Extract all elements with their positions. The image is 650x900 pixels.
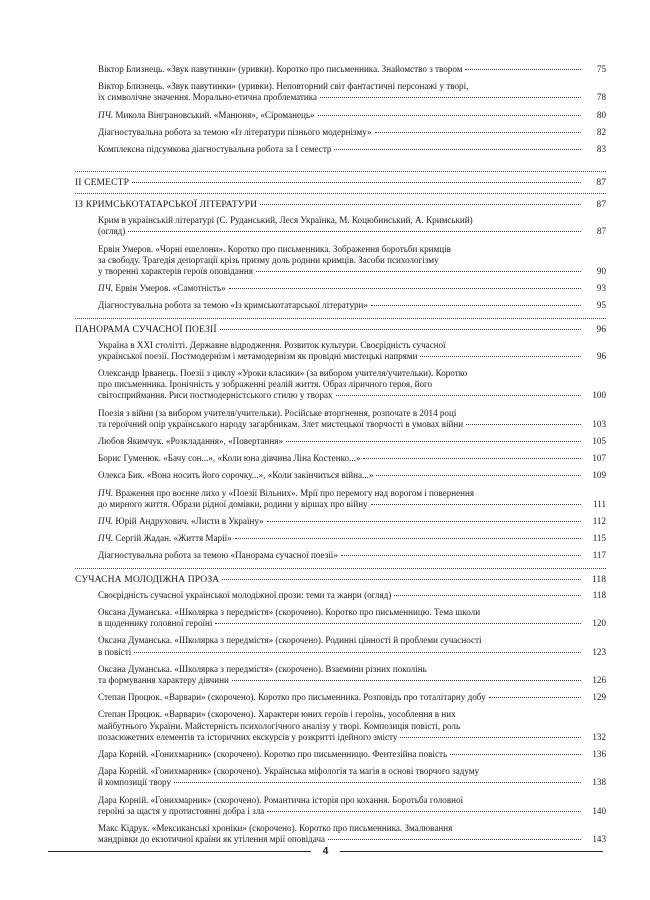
toc-page-number: 90	[596, 266, 606, 277]
toc-entry-title: майбутнього України. Майстерність психологічного аналізу у творі. Композиція повісті, роль	[98, 720, 461, 731]
toc-page-number: 140	[592, 805, 606, 816]
extracurricular-reading-mark: ПЧ.	[98, 533, 114, 544]
toc-page-number: 96	[596, 323, 606, 335]
toc-entry-title: Оксана Думанська. «Школярка з передмістя» (скорочено). Родинні цінності й проблеми сучасності	[98, 635, 482, 646]
extracurricular-reading-mark: ПЧ.	[98, 516, 114, 527]
toc-entry-title: Своєрідність сучасної української молодіжної прози: теми та жанри (огляд)	[98, 589, 392, 600]
toc-entry	[75, 127, 606, 138]
toc-section	[75, 574, 606, 585]
toc-entry-title: мандрівки до екзотичної країни як утілення мрії оповідача	[98, 834, 326, 845]
toc-entry-title: Діагностувальна робота за темою «Із літератури пізнього модернізму»	[98, 126, 372, 137]
toc-page-number: 118	[592, 589, 606, 600]
toc-page-number: 87	[596, 177, 606, 189]
page-footer	[48, 846, 603, 857]
toc-entry-title: Враження про воєнне лихо у «Поезії Вільних». Мрії про перемогу над ворогом і повернення	[113, 487, 475, 498]
toc-entry	[75, 81, 606, 103]
toc-entry	[75, 766, 606, 788]
toc-entry-title: позасюжетних елементів та історичних екскурсів у розкритті ідейного змісту	[98, 731, 398, 742]
section-divider	[75, 568, 606, 569]
toc-entry	[75, 408, 606, 430]
toc-page-number: 83	[596, 144, 606, 155]
toc-entry-title: Ервін Умеров. «Чорні ешелони». Коротко про письменника. Зображення боротьби кримців	[98, 243, 451, 254]
toc-entry-title: Віктор Близнець. «Звук павутинки» (уривки). Неповторний світ фантастичні персонажі у творі,	[98, 81, 469, 92]
toc-entry	[75, 823, 606, 845]
toc-entry-title: Україна в XXI столітті. Державне відродження. Розвиток культури. Своєрідність сучасної	[98, 339, 446, 350]
toc-entry-title: за свободу. Трагедія депортації крізь призму доль родини кримців. Засоби психологізму	[98, 254, 439, 265]
toc-section	[75, 177, 606, 188]
toc-entry	[75, 215, 606, 237]
toc-entry	[75, 144, 606, 155]
extracurricular-reading-mark: ПЧ.	[98, 109, 114, 120]
toc-entry	[75, 533, 606, 544]
toc-entry-title: Ервін Умеров. «Самотність»	[113, 283, 226, 294]
toc-entry-title: Юрій Андрухович. «Листи в Україну»	[113, 516, 264, 527]
toc-entry-title: Степан Процюк. «Варвари» (скорочено). Характери юних героїв і героїнь, уособлення в них	[98, 709, 456, 720]
toc-page-number: 112	[592, 516, 606, 527]
toc-entry-title: Микола Вінграновський. «Манюня», «Сіроманець»	[113, 109, 315, 120]
toc-entry-title: Степан Процюк. «Варвари» (скорочено). Коротко про письменника. Розповідь про тоталітарну добу	[98, 692, 486, 703]
toc-entry-title: й композиції твору	[98, 777, 172, 788]
toc-page-number: 103	[592, 418, 606, 429]
toc-entry	[75, 516, 606, 527]
toc-page-number: 93	[596, 283, 606, 294]
toc-entry	[75, 64, 606, 75]
toc-entry	[75, 692, 606, 703]
toc-page-number: 117	[592, 550, 606, 561]
toc-entry	[75, 795, 606, 817]
extracurricular-reading-mark: ПЧ.	[98, 283, 114, 294]
toc-page-number: 143	[592, 834, 606, 845]
toc-entry-title: Макс Кідрук. «Мексиканські хроніки» (скорочено). Коротко про письменника. Змалювання	[98, 822, 453, 833]
toc-entry	[75, 470, 606, 481]
toc-entry-title: світосприймання. Риси постмодерністського стилю у творах	[98, 390, 333, 401]
toc-entry-title: та формування характеру дівчини	[98, 674, 229, 685]
toc-entry	[75, 590, 606, 601]
toc-page-number: 129	[592, 692, 606, 703]
toc-entry	[75, 110, 606, 121]
toc-entry-title: Олекса Бик. «Вона носить його сорочку...», «Коли закінчиться війна...»	[98, 470, 374, 481]
toc-entry-title: (огляд)	[98, 226, 126, 237]
toc-entry-title: у творенні характерів героїв оповідання	[98, 266, 253, 277]
toc-entry-title: Діагностувальна робота за темою «Панорама сучасної поезії»	[98, 550, 338, 561]
toc-entry-title: їх символічне значення. Морально-етична проблематика	[98, 92, 318, 103]
toc-page-number: 109	[592, 470, 606, 481]
toc-entry-title: української поезії. Постмодернізм і метамодернізм як провідні мистецькі напрями	[98, 350, 418, 361]
section-title: ПАНОРАМА СУЧАСНОЇ ПОЕЗІЇ	[75, 323, 217, 335]
extracurricular-reading-mark: ПЧ.	[98, 487, 114, 498]
toc-entry-title: Оксана Думанська. «Школярка з передмістя» (скорочено). Взаємини різних поколінь	[98, 663, 427, 674]
section-title: ІЗ КРИМСЬКОТАТАРСЬКОЇ ЛІТЕРАТУРИ	[75, 199, 258, 211]
footer-rule-right	[340, 851, 603, 852]
toc-entry-title: до мирного життя. Образи рідної домівки, родини у віршах про війну	[98, 498, 368, 509]
toc-entry	[75, 453, 606, 464]
toc-section	[75, 199, 606, 210]
toc-entry-title: Дара Корній. «Гонихмарник» (скорочено). Романтична історія про кохання. Боротьба головної	[98, 794, 464, 805]
toc-page-number: 105	[592, 436, 606, 447]
section-title: II СЕМЕСТР	[75, 177, 130, 189]
toc-entry-title: Борис Гуменюк. «Бачу сон...», «Коли юна дівчина Ліна Костенко...»	[98, 453, 361, 464]
toc-page-number: 78	[596, 92, 606, 103]
toc-entry-title: Сергій Жадан. «Життя Марії»	[113, 533, 232, 544]
toc-entry	[75, 283, 606, 294]
toc-entry-title: Олександр Ірванець. Поезії з циклу «Уроки класики» (за вибором учителя/учительки). Коротко	[98, 368, 468, 379]
toc-page-number: 111	[593, 498, 606, 509]
toc-entry	[75, 550, 606, 561]
toc-entry	[75, 607, 606, 629]
toc-page-number: 107	[592, 453, 606, 464]
toc-entry-title: Діагностувальна робота за темою «Із кримськотатарської літератури»	[98, 300, 368, 311]
toc-entry-title: Віктор Близнець. «Звук павутинки» (уривки). Коротко про письменника. Знайомство з твором	[98, 64, 463, 74]
toc-page-number: 115	[592, 533, 606, 544]
toc-entry-title: Дара Корній. «Гонихмарник» (скорочено). Коротко про письменницю. Фентезійна повість	[98, 748, 448, 759]
toc-entry-title: та героїчний опір українського народу загарбникам. Злет мистецької творчості в умовах війни	[98, 418, 464, 429]
section-divider	[75, 193, 606, 194]
toc-entry-title: Оксана Думанська. «Школярка з передмістя» (скорочено). Коротко про письменницю. Тема школи	[98, 606, 481, 617]
toc-page-number: 132	[592, 731, 606, 742]
toc-entry	[75, 340, 606, 362]
toc-page-number: 123	[592, 646, 606, 657]
toc-entry-title: Любов Якимчук. «Розкладання», «Повертання»	[98, 436, 284, 447]
toc-entry-title: Поезія з війни (за вибором учителя/учительки). Російське вторгнення, розпочате в 2014 році	[98, 407, 457, 418]
toc-page-number: 75	[596, 64, 606, 74]
toc-page-number: 82	[596, 126, 606, 137]
toc-entry	[75, 635, 606, 657]
toc-entry	[75, 368, 606, 402]
section-divider	[75, 171, 606, 172]
section-divider	[75, 318, 606, 319]
toc-entry	[75, 749, 606, 760]
toc-entry-title: Комплексна підсумкова діагностувальна робота за I семестр	[98, 144, 332, 155]
toc-page-number: 118	[591, 573, 606, 585]
page-number: 4	[322, 846, 329, 857]
toc-section	[75, 324, 606, 335]
toc-entry	[75, 436, 606, 447]
toc-page-number: 120	[592, 618, 606, 629]
toc-entry	[75, 709, 606, 743]
toc-entry	[75, 300, 606, 311]
toc-page-number: 80	[596, 109, 606, 120]
toc-entry-title: в повісті	[98, 646, 132, 657]
toc-entry-title: Крим в українській літературі (С. Руданський, Леся Українка, М. Коцюбинський, А. Кримський)	[98, 215, 473, 226]
toc-page-number: 96	[596, 350, 606, 361]
toc-page-number: 136	[592, 748, 606, 759]
toc-entry-title: про письменника. Іронічність у зображенні реалій життя. Образ ліричного героя, його	[98, 379, 433, 390]
toc-entry	[75, 244, 606, 278]
toc-page-number: 87	[596, 226, 606, 237]
toc-entry-title: Дара Корній. «Гонихмарник» (скорочено). Українська міфологія та магія в основі творчого задуму	[98, 766, 480, 777]
toc-page-number: 95	[596, 300, 606, 311]
toc-page-number: 126	[592, 674, 606, 685]
toc-entry-title: героїні за щастя у протистоянні добра і зла	[98, 805, 265, 816]
toc-entry	[75, 488, 606, 510]
toc-page-number: 138	[592, 777, 606, 788]
toc-page-number: 87	[596, 199, 606, 211]
toc-entry-title: в щоденнику головної героїні	[98, 618, 213, 629]
toc-page-number: 100	[592, 390, 606, 401]
toc-entry	[75, 664, 606, 686]
section-title: СУЧАСНА МОЛОДІЖНА ПРОЗА	[75, 573, 220, 585]
footer-rule-left	[48, 851, 311, 852]
table-of-contents	[75, 64, 606, 851]
